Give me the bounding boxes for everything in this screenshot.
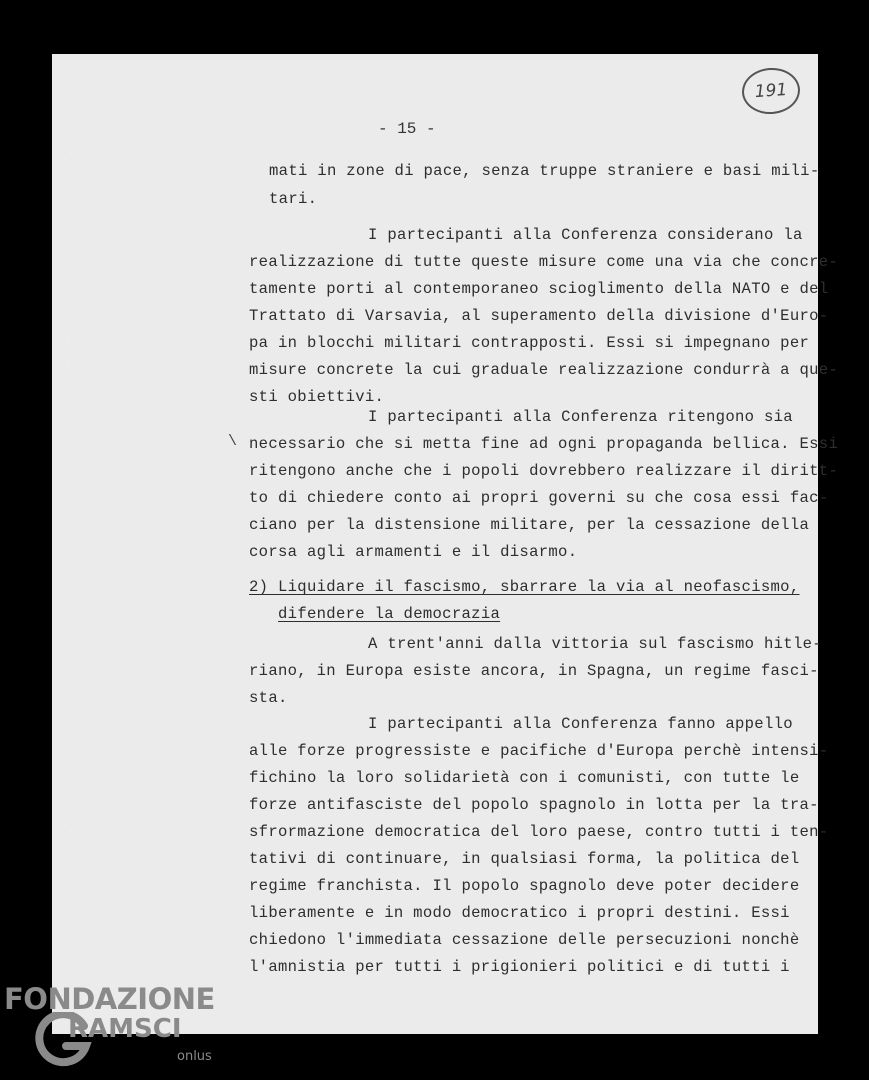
text-line: l'amnistia per tutti i prigionieri politici e di tutti i — [249, 958, 790, 976]
section-heading-continued: difendere la democrazia — [278, 605, 501, 623]
margin-dot — [70, 830, 73, 832]
text-line: I partecipanti alla Conferenza ritengono sia — [368, 408, 793, 426]
text-line: chiedono l'immediata cessazione delle persecuzioni nonchè — [249, 931, 800, 949]
margin-dot — [66, 340, 69, 342]
text-line: tamente porti al contemporaneo scioglimento della NATO e del — [249, 280, 829, 298]
text-line: A trent'anni dalla vittoria sul fascismo hitle- — [368, 635, 822, 653]
text-line: I partecipanti alla Conferenza fanno appello — [368, 715, 793, 733]
text-line: ciano per la distensione militare, per la cessazione della — [249, 516, 810, 534]
text-line: I partecipanti alla Conferenza considerano la — [368, 226, 803, 244]
page-number: - 15 - — [378, 120, 436, 138]
text-line: sta. — [249, 689, 288, 707]
text-line: realizzazione di tutte queste misure come una via che concre- — [249, 253, 839, 271]
section-heading: 2) Liquidare il fascismo, sbarrare la via al neofascismo, — [249, 578, 800, 596]
text-line: ritengono anche che i popoli dovrebbero realizzare il diritt- — [249, 462, 839, 480]
text-line: to di chiedere conto ai propri governi su che cosa essi fac- — [249, 489, 829, 507]
archive-number-stamp: 191 — [740, 66, 801, 116]
text-line: corsa agli armamenti e il disarmo. — [249, 543, 578, 561]
text-line: riano, in Europa esiste ancora, in Spagna, un regime fasci- — [249, 662, 819, 680]
text-line: liberamente e in modo democratico i propri destini. Essi — [249, 904, 790, 922]
text-line: tari. — [269, 190, 318, 208]
text-line: sfrormazione democratica del loro paese, contro tutti i ten- — [249, 823, 829, 841]
text-line: forze antifasciste del popolo spagnolo in lotta per la tra- — [249, 796, 819, 814]
margin-dot — [70, 127, 73, 129]
text-line: necessario che si metta fine ad ogni propaganda bellica. Essi — [249, 435, 839, 453]
text-line: sti obiettivi. — [249, 388, 385, 406]
watermark-logo-text-2: RAMSCI — [68, 1014, 182, 1044]
margin-mark: \ — [228, 433, 238, 450]
text-line: alle forze progressiste e pacifiche d'Europa perchè intensi- — [249, 742, 829, 760]
text-line: fichino la loro solidarietà con i comunisti, con tutte le — [249, 769, 800, 787]
text-line: mati in zone di pace, senza truppe straniere e basi mili- — [269, 162, 820, 180]
text-line: Trattato di Varsavia, al superamento della divisione d'Euro- — [249, 307, 829, 325]
watermark-logo-text: FONDAZIONE — [4, 982, 215, 1016]
text-line: regime franchista. Il popolo spagnolo deve poter decidere — [249, 877, 800, 895]
watermark-sub: onlus — [177, 1049, 212, 1064]
margin-dot — [70, 858, 73, 860]
text-line: misure concrete la cui graduale realizzazione condurrà a que- — [249, 361, 839, 379]
margin-dot — [70, 152, 73, 154]
margin-dot — [66, 365, 69, 367]
text-line: pa in blocchi militari contrapposti. Essi si impegnano per — [249, 334, 810, 352]
text-line: tativi di continuare, in qualsiasi forma, la politica del — [249, 850, 800, 868]
margin-dot — [70, 805, 73, 807]
